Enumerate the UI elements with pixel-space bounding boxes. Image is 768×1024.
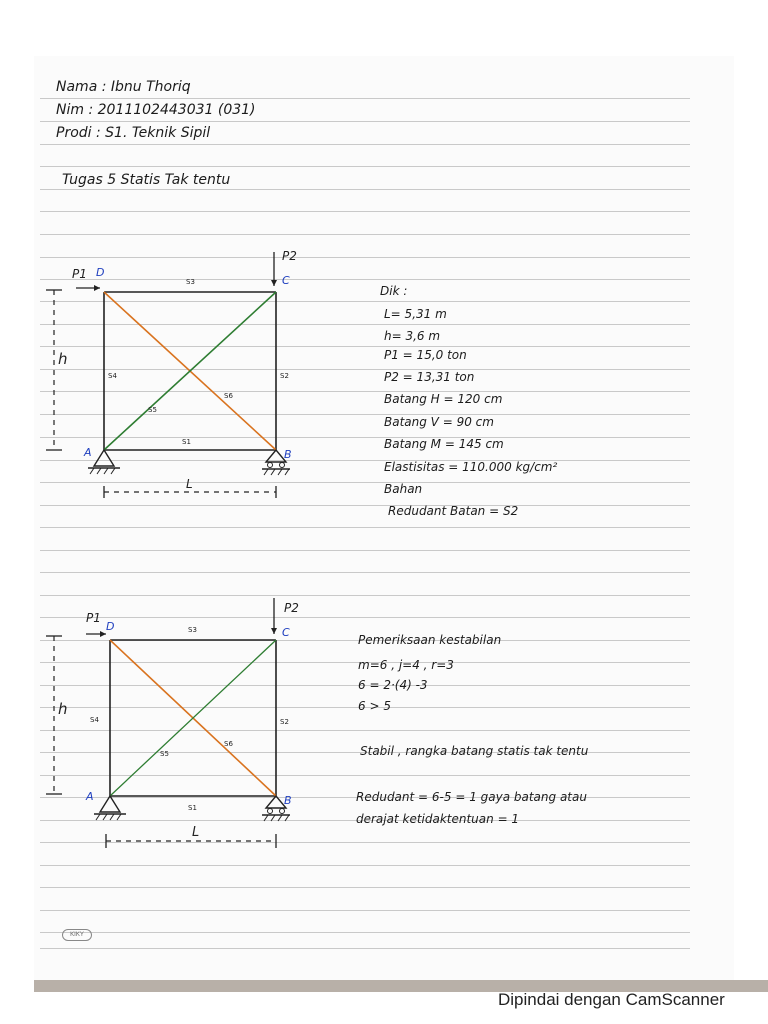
label-h: h bbox=[58, 350, 68, 368]
scanner-watermark: Dipindai dengan CamScanner bbox=[498, 990, 725, 1009]
given-line: Batang H = 120 cm bbox=[384, 392, 503, 406]
ruled-line bbox=[40, 932, 690, 933]
given-line: Elastisitas = 110.000 kg/cm² bbox=[384, 460, 558, 474]
joint-c: C bbox=[282, 274, 290, 287]
check-line-4: Stabil , rangka batang statis tak tentu bbox=[360, 744, 589, 758]
given-line: P1 = 15,0 ton bbox=[384, 348, 467, 362]
label-s4: S4 bbox=[108, 372, 117, 380]
joint-b: B bbox=[284, 448, 292, 461]
given-line: Bahan bbox=[384, 482, 423, 496]
ruled-line bbox=[40, 550, 690, 551]
ruled-line bbox=[40, 121, 690, 122]
ruled-line bbox=[40, 948, 690, 949]
truss-diagram-1 bbox=[40, 240, 310, 514]
load-arrow-p1 bbox=[86, 631, 106, 637]
paper-brand-badge: KIKY bbox=[62, 929, 92, 941]
assignment-title: Tugas 5 Statis Tak tentu bbox=[62, 172, 231, 188]
given-line: P2 = 13,31 ton bbox=[384, 370, 475, 384]
given-line: Batang M = 145 cm bbox=[384, 437, 504, 451]
label-p2: P2 bbox=[282, 249, 297, 263]
dimension-l bbox=[106, 834, 276, 848]
label-s1: S1 bbox=[182, 438, 191, 446]
ruled-line bbox=[40, 865, 690, 866]
check-line-3: 6 > 5 bbox=[358, 699, 391, 713]
joint-d: D bbox=[106, 620, 115, 633]
joint-a: A bbox=[84, 446, 92, 459]
joint-d: D bbox=[96, 266, 105, 279]
student-nim: Nim : 2011102443031 (031) bbox=[56, 102, 256, 118]
ruled-line bbox=[40, 211, 690, 212]
student-prodi: Prodi : S1. Teknik Sipil bbox=[56, 125, 211, 141]
ruled-line bbox=[40, 98, 690, 99]
label-s3: S3 bbox=[186, 278, 195, 286]
joint-c: C bbox=[282, 626, 290, 639]
label-p1: P1 bbox=[86, 611, 101, 625]
label-s5: S5 bbox=[160, 750, 169, 758]
ruled-line bbox=[40, 572, 690, 573]
student-name: Nama : Ibnu Thoriq bbox=[56, 79, 191, 95]
label-s3: S3 bbox=[188, 626, 197, 634]
pin-support-a bbox=[94, 796, 126, 820]
label-s1: S1 bbox=[188, 804, 197, 812]
check-line-2: 6 = 2·(4) -3 bbox=[358, 678, 428, 692]
given-line: h= 3,6 m bbox=[384, 329, 441, 343]
ruled-line bbox=[40, 234, 690, 235]
label-s6: S6 bbox=[224, 740, 233, 748]
label-l: L bbox=[186, 477, 193, 491]
load-arrow-p1 bbox=[76, 285, 100, 291]
given-line: Batang V = 90 cm bbox=[384, 415, 494, 429]
label-s2: S2 bbox=[280, 718, 289, 726]
ruled-line bbox=[40, 166, 690, 167]
ruled-line bbox=[40, 910, 690, 911]
joint-a: A bbox=[86, 790, 94, 803]
truss-diagram-2 bbox=[40, 590, 310, 864]
label-p2: P2 bbox=[284, 601, 299, 615]
check-line-1: m=6 , j=4 , r=3 bbox=[358, 658, 454, 672]
ruled-line bbox=[40, 144, 690, 145]
joint-b: B bbox=[284, 794, 292, 807]
check-title: Pemeriksaan kestabilan bbox=[358, 633, 502, 647]
given-title: Dik : bbox=[380, 284, 408, 298]
load-arrow-p2 bbox=[271, 598, 277, 634]
given-line: L= 5,31 m bbox=[384, 307, 447, 321]
check-line-6: derajat ketidaktentuan = 1 bbox=[356, 812, 520, 826]
label-s6: S6 bbox=[224, 392, 233, 400]
ruled-line bbox=[40, 189, 690, 190]
label-h: h bbox=[58, 700, 68, 718]
label-l: L bbox=[192, 825, 200, 840]
ruled-line bbox=[40, 527, 690, 528]
label-s4: S4 bbox=[90, 716, 99, 724]
pin-support-a bbox=[88, 450, 120, 474]
label-s2: S2 bbox=[280, 372, 289, 380]
load-arrow-p2 bbox=[271, 252, 277, 286]
label-s5: S5 bbox=[148, 406, 157, 414]
dimension-h bbox=[46, 290, 62, 450]
check-line-5: Redudant = 6-5 = 1 gaya batang atau bbox=[356, 790, 587, 804]
label-p1: P1 bbox=[72, 267, 87, 281]
given-line: Redudant Batan = S2 bbox=[388, 504, 519, 518]
ruled-line bbox=[40, 887, 690, 888]
